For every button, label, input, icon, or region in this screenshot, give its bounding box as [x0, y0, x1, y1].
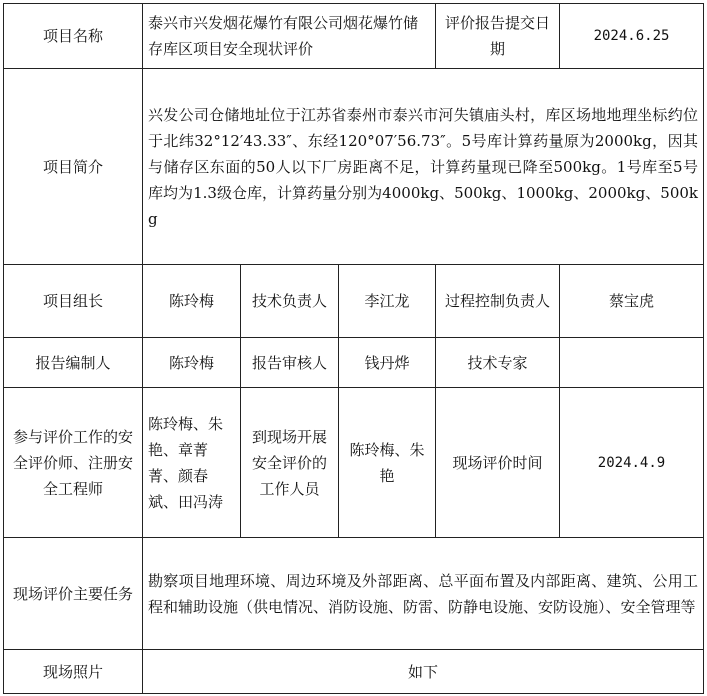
row-main-tasks	[4, 538, 704, 650]
tech-lead-value: 李江龙	[339, 265, 436, 338]
row-project-leader	[4, 265, 704, 338]
report-date-label: 评价报告提交日期	[436, 4, 560, 69]
report-reviewer-value: 钱丹烨	[339, 338, 436, 388]
tech-expert-value	[560, 338, 704, 388]
report-author-value: 陈玲梅	[143, 338, 241, 388]
project-leader-label: 项目组长	[4, 265, 143, 338]
tech-lead-label: 技术负责人	[241, 265, 339, 338]
project-name-label: 项目名称	[4, 4, 143, 69]
evaluators-value: 陈玲梅、朱艳、章菁菁、颜春斌、田冯涛	[143, 388, 241, 538]
row-project-intro	[4, 69, 704, 265]
row-report-author	[4, 338, 704, 388]
onsite-staff-label: 到现场开展安全评价的工作人员	[241, 388, 339, 538]
report-author-label: 报告编制人	[4, 338, 143, 388]
tech-expert-label: 技术专家	[436, 338, 560, 388]
site-photos-value: 如下	[143, 650, 704, 694]
report-date-value: 2024.6.25	[560, 4, 704, 69]
process-control-value: 蔡宝虎	[560, 265, 704, 338]
project-intro-text: 兴发公司仓储地址位于江苏省泰州市泰兴市河失镇庙头村，库区场地地理坐标约位于北纬32°12′43.33″、东经120°07′56.73″。5号库计算药量原为2000kg，因其与储存区东面的50人以下厂房距离不足，计算药量现已降至500kg。1号库至5号库均为1.3级仓库，计算药量分别为4000kg、500kg、1000kg、2000kg、500kg	[143, 69, 704, 265]
report-reviewer-label: 报告审核人	[241, 338, 339, 388]
row-site-photos	[4, 650, 704, 694]
onsite-time-value: 2024.4.9	[560, 388, 704, 538]
project-info-table	[3, 3, 704, 694]
process-control-label: 过程控制负责人	[436, 265, 560, 338]
onsite-time-label: 现场评价时间	[436, 388, 560, 538]
project-intro-label: 项目简介	[4, 69, 143, 265]
evaluators-label: 参与评价工作的安全评价师、注册安全工程师	[4, 388, 143, 538]
main-tasks-label: 现场评价主要任务	[4, 538, 143, 650]
row-evaluators	[4, 388, 704, 538]
main-tasks-text: 勘察项目地理环境、周边环境及外部距离、总平面布置及内部距离、建筑、公用工程和辅助设施（供电情况、消防设施、防雷、防静电设施、安防设施）、安全管理等	[143, 538, 704, 650]
project-leader-value: 陈玲梅	[143, 265, 241, 338]
onsite-staff-value: 陈玲梅、朱艳	[339, 388, 436, 538]
site-photos-label: 现场照片	[4, 650, 143, 694]
project-name-value: 泰兴市兴发烟花爆竹有限公司烟花爆竹储存库区项目安全现状评价	[143, 4, 436, 69]
row-project-name	[4, 4, 704, 69]
